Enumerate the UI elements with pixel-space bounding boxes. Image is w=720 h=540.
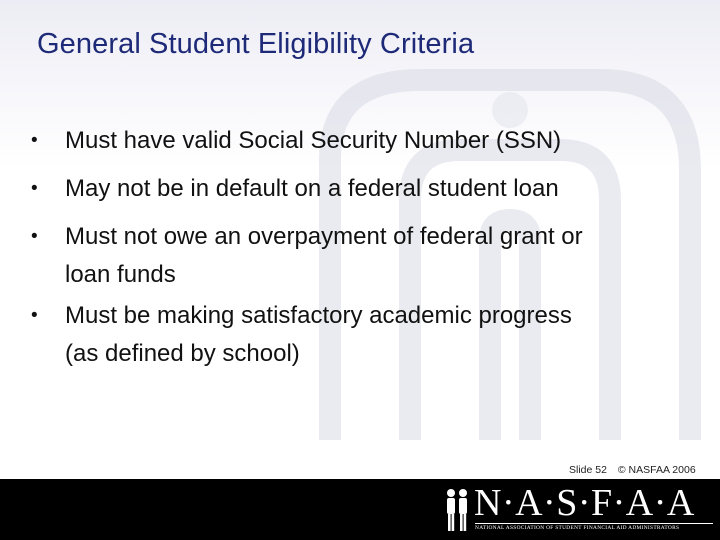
logo-subtitle: NATIONAL ASSOCIATION OF STUDENT FINANCIAL AID ADMINISTRATORS — [475, 523, 713, 531]
bullet-text-line-2: (as defined by school) — [65, 340, 300, 367]
bullet-text: Must have valid Social Security Number (SSN) — [65, 127, 562, 154]
nasfaa-logo — [444, 482, 714, 537]
bullet-item-academic-progress — [31, 297, 691, 373]
slide-title: General Student Eligibility Criteria — [37, 28, 475, 60]
bullet-list — [31, 122, 691, 373]
bullet-text-line-2: loan funds — [65, 261, 176, 288]
bullet-item-ssn — [31, 122, 691, 160]
slide-number: Slide 52 — [569, 464, 607, 476]
bullet-marker: • — [31, 305, 38, 326]
logo-wordmark: N·A·S·F·A·A — [474, 482, 695, 524]
slide-footer — [569, 464, 696, 476]
bullet-marker: • — [31, 226, 38, 247]
copyright-notice: © NASFAA 2006 — [617, 464, 696, 476]
bullet-text-line-1: Must be making satisfactory academic progress — [65, 302, 572, 329]
bullet-marker: • — [31, 130, 38, 151]
bullet-item-default — [31, 170, 691, 208]
bullet-text: May not be in default on a federal student loan — [65, 175, 559, 202]
bullet-marker: • — [31, 178, 38, 199]
people-figures-icon — [444, 487, 470, 533]
bullet-item-overpayment — [31, 218, 691, 294]
bullet-text-line-1: Must not owe an overpayment of federal grant or — [65, 223, 583, 250]
